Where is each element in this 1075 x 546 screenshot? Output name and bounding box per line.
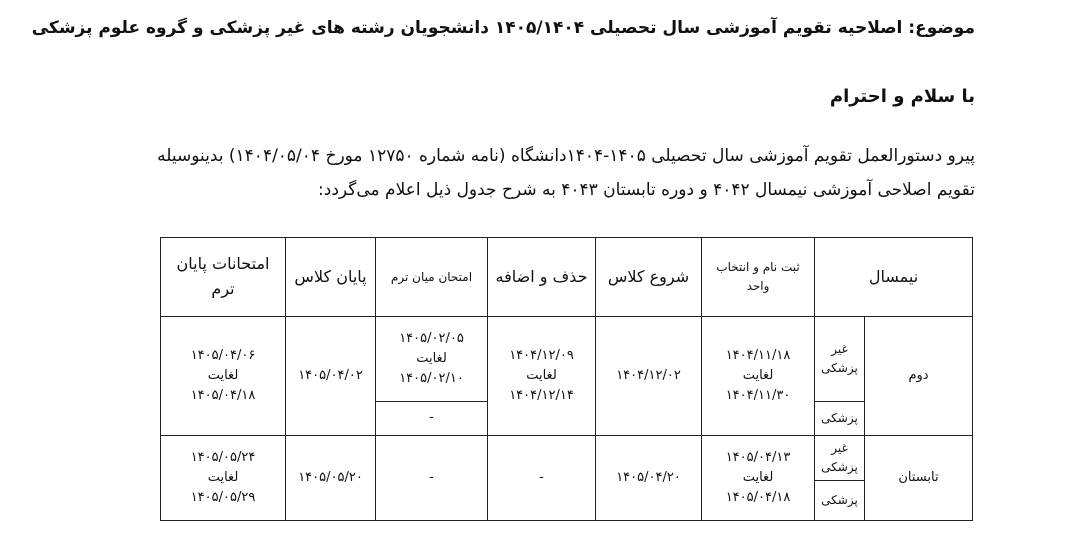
- group-non-medical: غیر پزشکی: [815, 316, 865, 401]
- semester-second: دوم: [865, 316, 973, 435]
- paragraph-line-1: پیرو دستورالعمل تقویم آموزشی سال تحصیلی ۱۴۰۵-۱۴۰۴دانشگاه (نامه شماره ۱۲۷۵۰ مورخ ۱۴۰۴/۰۵/۰۴) بدینوسیله: [157, 146, 975, 166]
- registration-dates: ۱۴۰۴/۱۱/۱۸ لغایت ۱۴۰۴/۱۱/۳۰: [702, 316, 815, 435]
- midterm-dates: -: [376, 436, 488, 521]
- add-drop-dates: ۱۴۰۴/۱۲/۰۹ لغایت ۱۴۰۴/۱۲/۱۴: [488, 316, 596, 435]
- header-midterm: امتحان میان ترم: [376, 238, 488, 317]
- header-add-drop: حذف و اضافه: [488, 238, 596, 317]
- greeting: با سلام و احترام: [829, 86, 975, 107]
- letter-subject: موضوع: اصلاحیه تقویم آموزشی سال تحصیلی ۱۴۰۵/۱۴۰۴ دانشجویان رشته های غیر پزشکی و گروه علوم پزشکی: [31, 18, 975, 38]
- header-class-start: شروع کلاس: [596, 238, 702, 317]
- add-drop-dates: -: [488, 436, 596, 521]
- academic-calendar-table: [160, 237, 973, 521]
- group-medical: پزشکی: [815, 480, 865, 520]
- class-start-date: ۱۴۰۵/۰۴/۲۰: [596, 436, 702, 521]
- group-non-medical: غیر پزشکی: [815, 436, 865, 480]
- header-registration: ثبت نام و انتخاب واحد: [702, 238, 815, 317]
- semester-summer: تابستان: [865, 436, 973, 521]
- table-row: [161, 316, 973, 401]
- class-end-date: ۱۴۰۵/۰۵/۲۰: [286, 436, 376, 521]
- final-exam-dates: ۱۴۰۵/۰۴/۰۶ لغایت ۱۴۰۵/۰۴/۱۸: [161, 316, 286, 435]
- registration-dates: ۱۴۰۵/۰۴/۱۳ لغایت ۱۴۰۵/۰۴/۱۸: [702, 436, 815, 521]
- midterm-medical: -: [376, 401, 488, 435]
- class-end-date: ۱۴۰۵/۰۴/۰۲: [286, 316, 376, 435]
- class-start-date: ۱۴۰۴/۱۲/۰۲: [596, 316, 702, 435]
- header-final-exams: امتحانات پایان ترم: [161, 238, 286, 317]
- header-class-end: پایان کلاس: [286, 238, 376, 317]
- paragraph-line-2: تقویم اصلاحی آموزشی نیمسال ۴۰۴۲ و دوره تابستان ۴۰۴۳ به شرح جدول ذیل اعلام می‌گردد:: [318, 180, 975, 200]
- final-exam-dates: ۱۴۰۵/۰۵/۲۴ لغایت ۱۴۰۵/۰۵/۲۹: [161, 436, 286, 521]
- table-row: [161, 436, 973, 480]
- header-semester: نیمسال: [815, 238, 973, 317]
- midterm-dates: ۱۴۰۵/۰۲/۰۵ لغایت ۱۴۰۵/۰۲/۱۰: [376, 316, 488, 401]
- group-medical: پزشکی: [815, 401, 865, 435]
